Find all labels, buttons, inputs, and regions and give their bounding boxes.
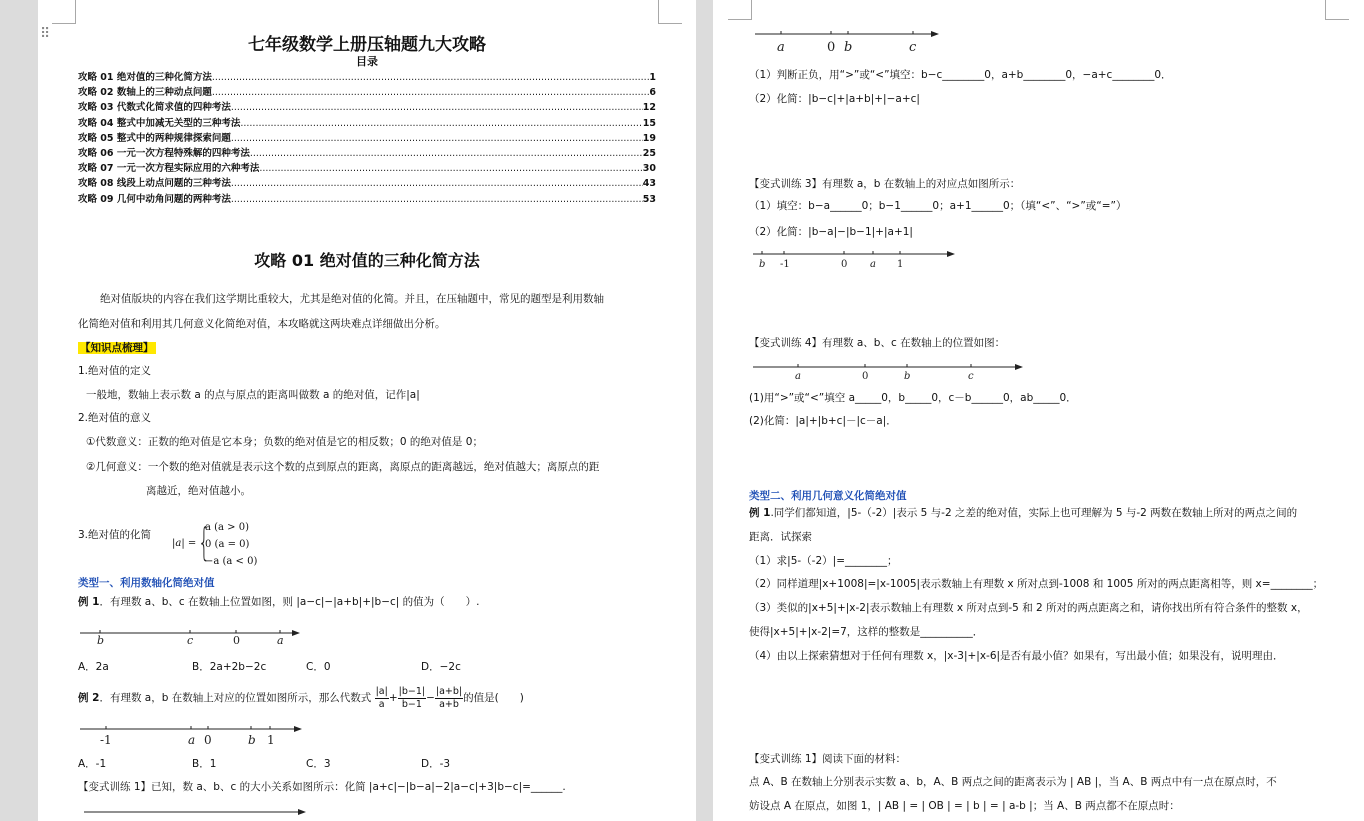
type1-title: 类型一、利用数轴化简绝对值 <box>78 577 215 589</box>
k1-title: 1.绝对值的定义 <box>78 365 152 377</box>
axis-label: a <box>870 259 876 270</box>
var1b-title: 【变式训练 1】阅读下面的材料： <box>749 753 907 765</box>
fraction: $\frac{|a+b|}{a+b}$ <box>435 685 463 710</box>
q1: （1）判断正负，用“>”或“<”填空：b−c________0，a+b________0，−a+c________0． <box>749 69 1172 81</box>
axis-label: c <box>187 634 194 647</box>
k3-lhs: |a| = <box>172 538 197 549</box>
table-of-contents <box>78 70 656 207</box>
toc-item[interactable]: 攻略 03 代数式化简求值的四种考法 ..... 12 <box>78 100 656 115</box>
number-line-var1 <box>82 806 312 821</box>
toc-item[interactable]: 攻略 08 线段上动点问题的三种考法 ..... 43 <box>78 176 656 191</box>
margin-corner-top-right <box>658 0 682 24</box>
k2-algebraic: ①代数意义：正数的绝对值是它本身；负数的绝对值是它的相反数；0 的绝对值是 0； <box>86 436 483 448</box>
ex2-tail: 的值是( ) <box>463 692 524 704</box>
var1b-line-1: 点 A、B 在数轴上分别表示实数 a、b，A、B 两点之间的距离表示为 | AB |，当 A、B 两点中有一点在原点时，不 <box>749 776 1277 788</box>
fraction: $\frac{|b-1|}{b-1}$ <box>398 685 426 710</box>
ex3-q3-line-1: （3）类似的|x+5|+|x-2|表示数轴上有理数 x 所对点到-5 和 2 所对的两点距离之和，请你找出所有符合条件的整数 x， <box>749 602 1308 614</box>
ex2-option-c: C．3 <box>306 758 331 770</box>
axis-label: a <box>188 733 196 747</box>
ex3-line-2: 距离．试探索 <box>749 531 812 543</box>
axis-label: 0 <box>862 371 869 382</box>
var3-title: 【变式训练 3】有理数 a，b 在数轴上的对应点如图所示： <box>749 178 1021 190</box>
ex1-option-c: C．0 <box>306 661 331 673</box>
brace-icon: { <box>198 520 211 564</box>
drag-handle-icon[interactable]: ⠿ <box>40 26 52 42</box>
ex3-label: 例 1 <box>749 507 771 519</box>
var3-q1: （1）填空：b−a______0；b−1______0；a+1______0；（填“<”、“>”或“=”） <box>749 200 1127 212</box>
var1-text: 【变式训练 1】已知，数 a、b、c 的大小关系如图所示：化简 |a+c|−|b−a|−2|a−c|+3|b−c|=______. <box>78 781 566 793</box>
ex3-q3-line-2: 使得|x+5|+|x-2|=7，这样的整数是__________． <box>749 626 984 638</box>
axis-label: a <box>795 371 801 382</box>
k2-geometric-2: 离越近，绝对值越小。 <box>146 485 251 497</box>
intro-line-2: 化简绝对值和利用其几何意义化简绝对值，本攻略就这两块难点详细做出分析。 <box>78 318 446 330</box>
ex2-text: ．有理数 a，b 在数轴上对应的位置如图所示，那么代数式 <box>99 692 372 704</box>
ex2-option-b: B．1 <box>192 758 217 770</box>
number-line-var4 <box>753 360 1033 382</box>
toc-item[interactable]: 攻略 06 一元一次方程特殊解的四种考法 ..... 25 <box>78 146 656 161</box>
margin-corner-top-left <box>52 0 76 24</box>
ex2-label: 例 2 <box>78 692 100 704</box>
document-title: 七年级数学上册压轴题九大攻略 <box>248 35 486 55</box>
toc-item[interactable]: 攻略 02 数轴上的三种动点问题 ..... 6 <box>78 85 656 100</box>
axis-label: a <box>777 40 785 55</box>
ex3-line-1: .同学们都知道，|5-（-2）|表示 5 与-2 之差的绝对值，实际上也可理解为 5 与-2 两数在数轴上所对的两点之间的 <box>770 507 1298 519</box>
axis-label: -1 <box>100 733 112 747</box>
ex1-text: ．有理数 a、b、c 在数轴上位置如图，则 |a−c|−|a+b|+|b−c| 的值为（ ）. <box>99 596 480 608</box>
toc-item[interactable]: 攻略 01 绝对值的三种化简方法 ..... 1 <box>78 70 656 85</box>
type2-title: 类型二、利用几何意义化简绝对值 <box>749 490 907 502</box>
axis-label: -1 <box>780 259 790 270</box>
ex1-option-b: B．2a+2b−2c <box>192 661 267 673</box>
k3-cases: a (a > 0) 0 (a = 0) −a (a < 0) <box>205 522 258 567</box>
toc-item[interactable]: 攻略 09 几何中动角问题的两种考法 ..... 53 <box>78 192 656 207</box>
axis-label: a <box>277 634 284 647</box>
ex2-option-a: A．-1 <box>78 758 107 770</box>
axis-label: b <box>97 634 105 647</box>
axis-label: b <box>248 733 256 747</box>
axis-label: 1 <box>267 733 275 747</box>
knowledge-tag: 【知识点梳理】 <box>80 342 154 354</box>
ex1-label: 例 1 <box>78 596 100 608</box>
intro-line-1: 绝对值版块的内容在我们这学期比重较大，尤其是绝对值的化简。并且，在压轴题中，常见的题型是利用数轴 <box>100 293 604 305</box>
margin-corner-top-left <box>728 0 752 20</box>
document-page-left[interactable]: ⠿ 七年级数学上册压轴题九大攻略 目录 攻略 01 绝对值的三种化简方法 ..... 1 攻略 02 数轴上的三种动点问题 ..... 6 攻略 03 代数式化简求值的四种考法 ..... 12 攻略 04 整式中加减无关型的三种考法 ..... 15 攻略 05 整式中的两种规律探索问题 ..... 19 攻略 06 一元一次方程特殊解的四种考法 ..... 25 攻略 07 一元一次方程实际应用的六种考法 ..... 30 攻略 08 线段上动点问题的三种考法 ..... 43 攻略 09 几何中动角问题的两种考法 ..... 53 攻略 01 绝对值的三种化简方法 绝对值版块的内容在我们这学期比重较大，尤其是绝对值的化简。并且，在压轴题中，常见的题型是利用数轴 化简绝对值和利用其几何意义化简绝对值，本攻略就这两块难点详细做出分析。 【知识点梳理】 1.绝对值的定义 一般地，数轴上表示数 a 的点与原点的距离叫做数 a 的绝对值，记作|a| 2.绝对值的意义 ①代数意义：正数的绝对值是它本身；负数的绝对值是它的相反数；0 的绝对值是 0； ②几何意义：一个数的绝对值就是表示这个数的点到原点的距离，离原点的距离越远，绝对值越大；离原点的距 离越近，绝对值越小。 3.绝对值的化简 |a| = { a (a > 0) 0 (a = 0) −a (a < 0) 类型一、利用数轴化简绝对值 例 1．有理数 a、b、c 在数轴上位置如图，则 |a−c|−|a+b|+|b−c| 的值为（ ）. b c 0 a A．2a B．2a+2b−2c C．0 D．−2c 例 2．有理数 a，b 在数轴上对应的位置如图所示，那么代数式 $\frac{|a|}{a}$ + $\frac{|b-1|}{b-1}$ − $\frac{|a+b|}{a+b}$ 的值是( ) -1 a 0 b 1 A．-1 B．1 C．3 D．-3 【变式训练 1】已知，数 a、b、c 的大小关系如图所示：化简 |a+c|−|b−a|−2|a−c|+3|b−c|=______. <box>38 0 696 821</box>
axis-label: 1 <box>897 259 904 270</box>
q2: （2）化简：|b−c|+|a+b|+|−a+c| <box>749 93 920 105</box>
axis-label: c <box>909 40 917 55</box>
var4-q1: (1)用“>”或“<”填空 a_____0，b_____0，c－b______0，ab_____0． <box>749 392 1077 404</box>
axis-label: 0 <box>827 40 836 55</box>
var4-title: 【变式训练 4】有理数 a、b、c 在数轴上的位置如图： <box>749 337 1006 349</box>
number-line-ex1 <box>78 624 308 646</box>
toc-item[interactable]: 攻略 05 整式中的两种规律探索问题 ..... 19 <box>78 131 656 146</box>
k2-geometric-1: ②几何意义：一个数的绝对值就是表示这个数的点到原点的距离，离原点的距离越远，绝对值越大；离原点的距 <box>86 461 600 473</box>
axis-label: 0 <box>233 634 240 647</box>
var3-q2: （2）化简：|b−a|−|b−1|+|a+1| <box>749 226 913 238</box>
axis-label: 0 <box>841 259 848 270</box>
k3-title: 3.绝对值的化简 <box>78 529 152 541</box>
ex3-q2: （2）同样道理|x+1008|=|x-1005|表示数轴上有理数 x 所对点到-1008 和 1005 所对的两点距离相等，则 x=________； <box>749 578 1324 590</box>
margin-corner-top-right <box>1325 0 1349 20</box>
ex1-option-a: A．2a <box>78 661 109 673</box>
document-page-right[interactable] <box>713 0 1364 821</box>
var4-q2: (2)化简：|a|+|b+c|－|c－a|． <box>749 415 897 427</box>
toc-item[interactable]: 攻略 04 整式中加减无关型的三种考法 ..... 15 <box>78 116 656 131</box>
axis-label: c <box>968 371 974 382</box>
number-line-top <box>753 26 953 54</box>
axis-label: b <box>759 259 766 270</box>
section-title: 攻略 01 绝对值的三种化简方法 <box>254 251 480 270</box>
axis-label: b <box>904 371 911 382</box>
number-line-ex2 <box>78 722 308 746</box>
toc-heading: 目录 <box>356 55 378 68</box>
var1b-line-2: 妨设点 A 在原点，如图 1，| AB | = | OB | = | b | = | a-b |；当 A、B 两点都不在原点时： <box>749 800 1180 812</box>
ex3-q1: （1）求|5-（-2）|=________； <box>749 555 898 567</box>
ex1-option-d: D．−2c <box>421 661 461 673</box>
ex2-option-d: D．-3 <box>421 758 451 770</box>
axis-label: 0 <box>204 733 212 747</box>
k2-title: 2.绝对值的意义 <box>78 412 152 424</box>
toc-item[interactable]: 攻略 07 一元一次方程实际应用的六种考法 ..... 30 <box>78 161 656 176</box>
k1-text: 一般地，数轴上表示数 a 的点与原点的距离叫做数 a 的绝对值，记作|a| <box>86 389 420 401</box>
fraction: $\frac{|a|}{a}$ <box>375 685 388 710</box>
number-line-var3 <box>753 247 963 271</box>
axis-label: b <box>844 40 853 55</box>
ex3-q4: （4）由以上探索猜想对于任何有理数 x，|x-3|+|x-6|是否有最小值？如果有，写出最小值；如果没有，说明理由． <box>749 650 1284 662</box>
